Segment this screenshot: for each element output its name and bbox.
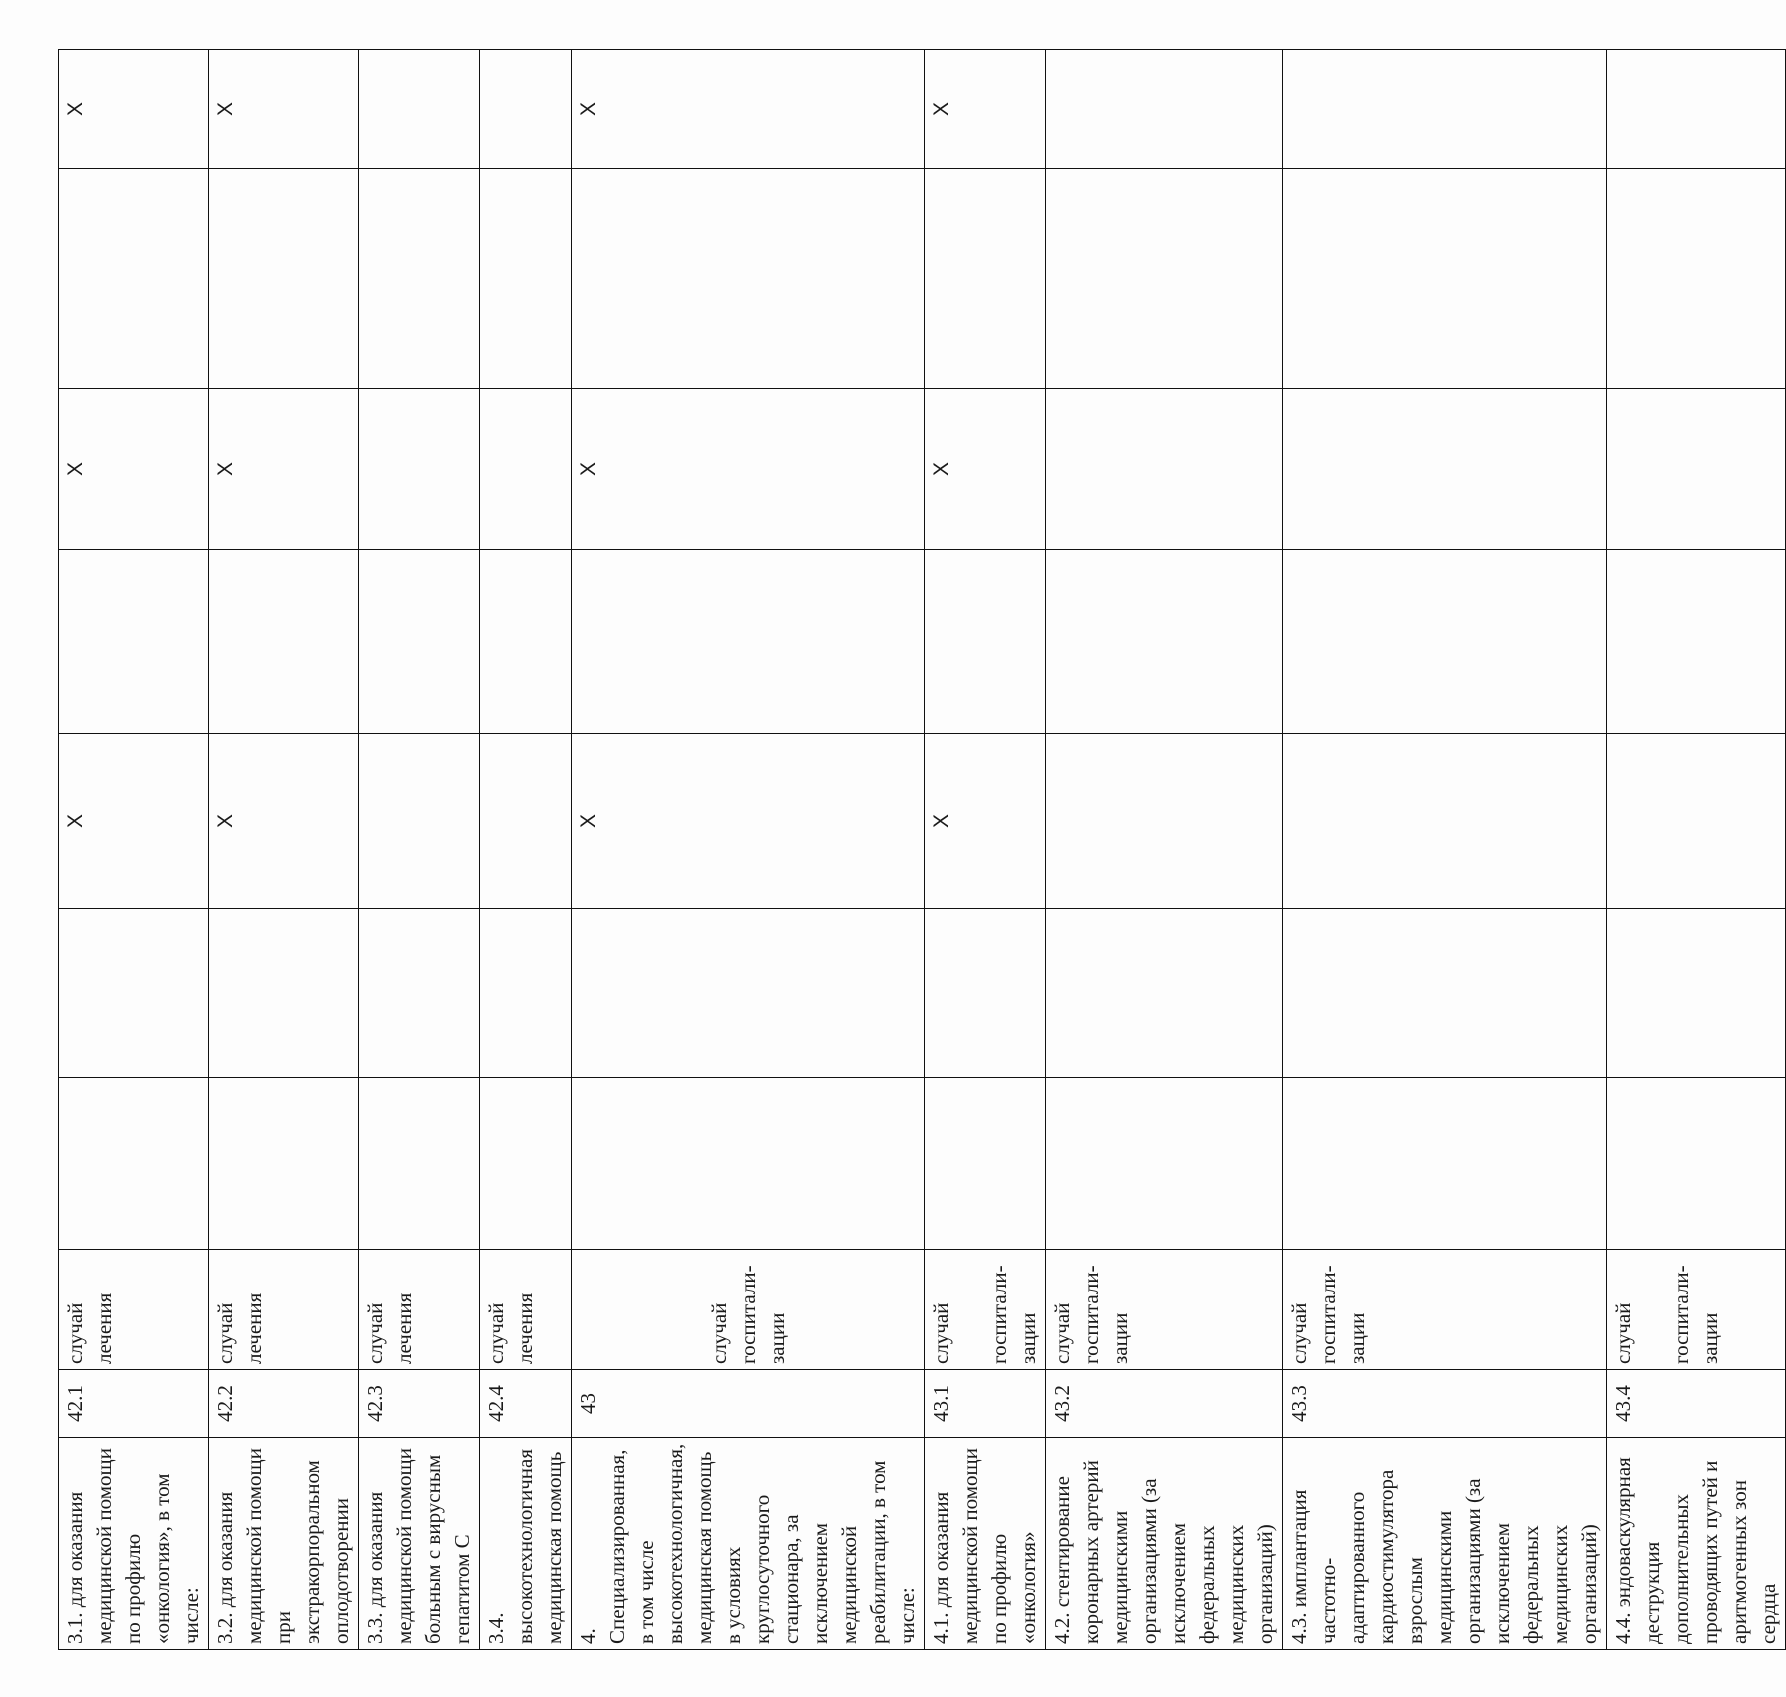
mark-cell: X [925,50,1046,169]
mark-cell [209,1078,359,1250]
rotated-page [58,50,1780,1650]
row-label: 4.1. для оказания медицинской помощи по профилю «онкология» [925,1438,1046,1650]
unit-text: лечения [392,1292,416,1364]
unit-text: госпитали-зации [1079,1265,1132,1364]
mark-cell [1046,389,1283,550]
mark-cell [480,734,572,909]
mark-cell [480,1078,572,1250]
row-label: 4.3. имплантация частотно-адаптированного кардиостимулятора взрослым медицинскими организациями (за исключением федеральных медицинских организаций) [1283,1438,1607,1650]
row-number: 42.2 [209,1370,359,1438]
unit-text: случай [363,1302,387,1364]
table-row [480,50,572,1650]
mark-cell [925,169,1046,389]
mark-cell [480,169,572,389]
mark-cell: X [572,50,925,169]
unit-text: случай [706,1302,731,1364]
mark-cell [572,169,925,389]
table-row [1283,50,1607,1650]
mark-cell [1046,50,1283,169]
mark-cell [1607,734,1786,909]
unit-cell [59,1250,209,1370]
unit-cell [359,1250,480,1370]
mark-cell [572,550,925,734]
unit-text: лечения [92,1292,116,1364]
mark-cell: X [925,734,1046,909]
mark-cell [1283,734,1607,909]
mark-cell [1607,389,1786,550]
mark-cell [1046,909,1283,1078]
mark-cell [1046,169,1283,389]
mark-cell [925,1078,1046,1250]
mark-cell [59,169,209,389]
mark-cell [480,389,572,550]
mark-cell: X [572,389,925,550]
mark-cell [1283,909,1607,1078]
unit-cell [1283,1250,1607,1370]
row-label: 4. Специализированная, в том числе высокотехнологичная, медицинская помощь в условиях круглосуточного стационара, за исключением медицинской реабилитации, в том числе: [572,1438,925,1650]
row-label: 3.3. для оказания медицинской помощи больным с вирусным гепатитом С [359,1438,480,1650]
mark-cell [59,909,209,1078]
row-number: 42.4 [480,1370,572,1438]
mark-cell [59,550,209,734]
row-label: 4.4. эндоваскулярная деструкция дополнительных проводящих путей и аритмогенных зон сердца [1607,1438,1786,1650]
row-label: 3.1. для оказания медицинской помощи по профилю «онкология», в том числе: [59,1438,209,1650]
mark-cell: X [209,50,359,169]
mark-cell [359,734,480,909]
mark-cell [209,169,359,389]
mark-cell [480,550,572,734]
mark-cell: X [925,389,1046,550]
table-row [572,50,925,1650]
row-number: 43.4 [1607,1370,1786,1438]
mark-cell [480,909,572,1078]
table-row [59,50,209,1650]
mark-cell: X [59,50,209,169]
unit-cell [1607,1250,1786,1370]
unit-text: случай [1287,1302,1311,1364]
unit-cell [480,1250,572,1370]
mark-cell [209,909,359,1078]
mark-cell [359,389,480,550]
unit-text: случай [63,1302,87,1364]
unit-text: случай [1611,1302,1635,1364]
unit-text: случай [213,1302,237,1364]
table-row [209,50,359,1650]
unit-cell [1046,1250,1283,1370]
unit-cell [209,1250,359,1370]
mark-cell [1607,909,1786,1078]
mark-cell [359,550,480,734]
mark-cell [1046,734,1283,909]
mark-cell [1283,50,1607,169]
row-label: 3.4. высокотехнологичная медицинская помощь [480,1438,572,1650]
unit-text: случай [929,1302,953,1364]
mark-cell [1607,50,1786,169]
mark-cell [209,550,359,734]
unit-text: лечения [513,1292,537,1364]
mark-cell [480,50,572,169]
unit-text: госпитали-зации [1669,1265,1722,1364]
row-number: 43.1 [925,1370,1046,1438]
row-number: 43 [572,1370,925,1438]
mark-cell [1607,1078,1786,1250]
mark-cell [925,550,1046,734]
unit-text: госпитали-зации [735,1265,789,1364]
mark-cell [572,1078,925,1250]
row-label: 4.2. стентирование коронарных артерий медицинскими организациями (за исключением федеральных медицинских организаций) [1046,1438,1283,1650]
mark-cell [359,1078,480,1250]
table-row [925,50,1046,1650]
unit-cell [572,1250,925,1370]
mark-cell [1607,169,1786,389]
mark-cell: X [572,734,925,909]
mark-cell [359,169,480,389]
mark-cell [1607,550,1786,734]
row-number: 43.2 [1046,1370,1283,1438]
unit-text: госпитали-зации [987,1265,1040,1364]
mark-cell: X [59,734,209,909]
unit-text: случай [1050,1302,1074,1364]
mark-cell [925,909,1046,1078]
mark-cell [359,50,480,169]
table-row [1046,50,1283,1650]
row-number: 42.3 [359,1370,480,1438]
mark-cell [1046,1078,1283,1250]
unit-text: случай [484,1302,508,1364]
row-number: 42.1 [59,1370,209,1438]
mark-cell [359,909,480,1078]
mark-cell [1283,389,1607,550]
mark-cell [1283,1078,1607,1250]
document-table [58,49,1786,1650]
unit-text: лечения [242,1292,266,1364]
row-label: 3.2. для оказания медицинской помощи при экстракорпоральном оплодотворении [209,1438,359,1650]
unit-text: госпитали-зации [1316,1265,1369,1364]
mark-cell: X [209,389,359,550]
table-row [1607,50,1786,1650]
row-number: 43.3 [1283,1370,1607,1438]
mark-cell: X [209,734,359,909]
mark-cell [572,909,925,1078]
mark-cell [1283,550,1607,734]
mark-cell [1046,550,1283,734]
mark-cell: X [59,389,209,550]
unit-cell [925,1250,1046,1370]
table-row [359,50,480,1650]
mark-cell [1283,169,1607,389]
mark-cell [59,1078,209,1250]
